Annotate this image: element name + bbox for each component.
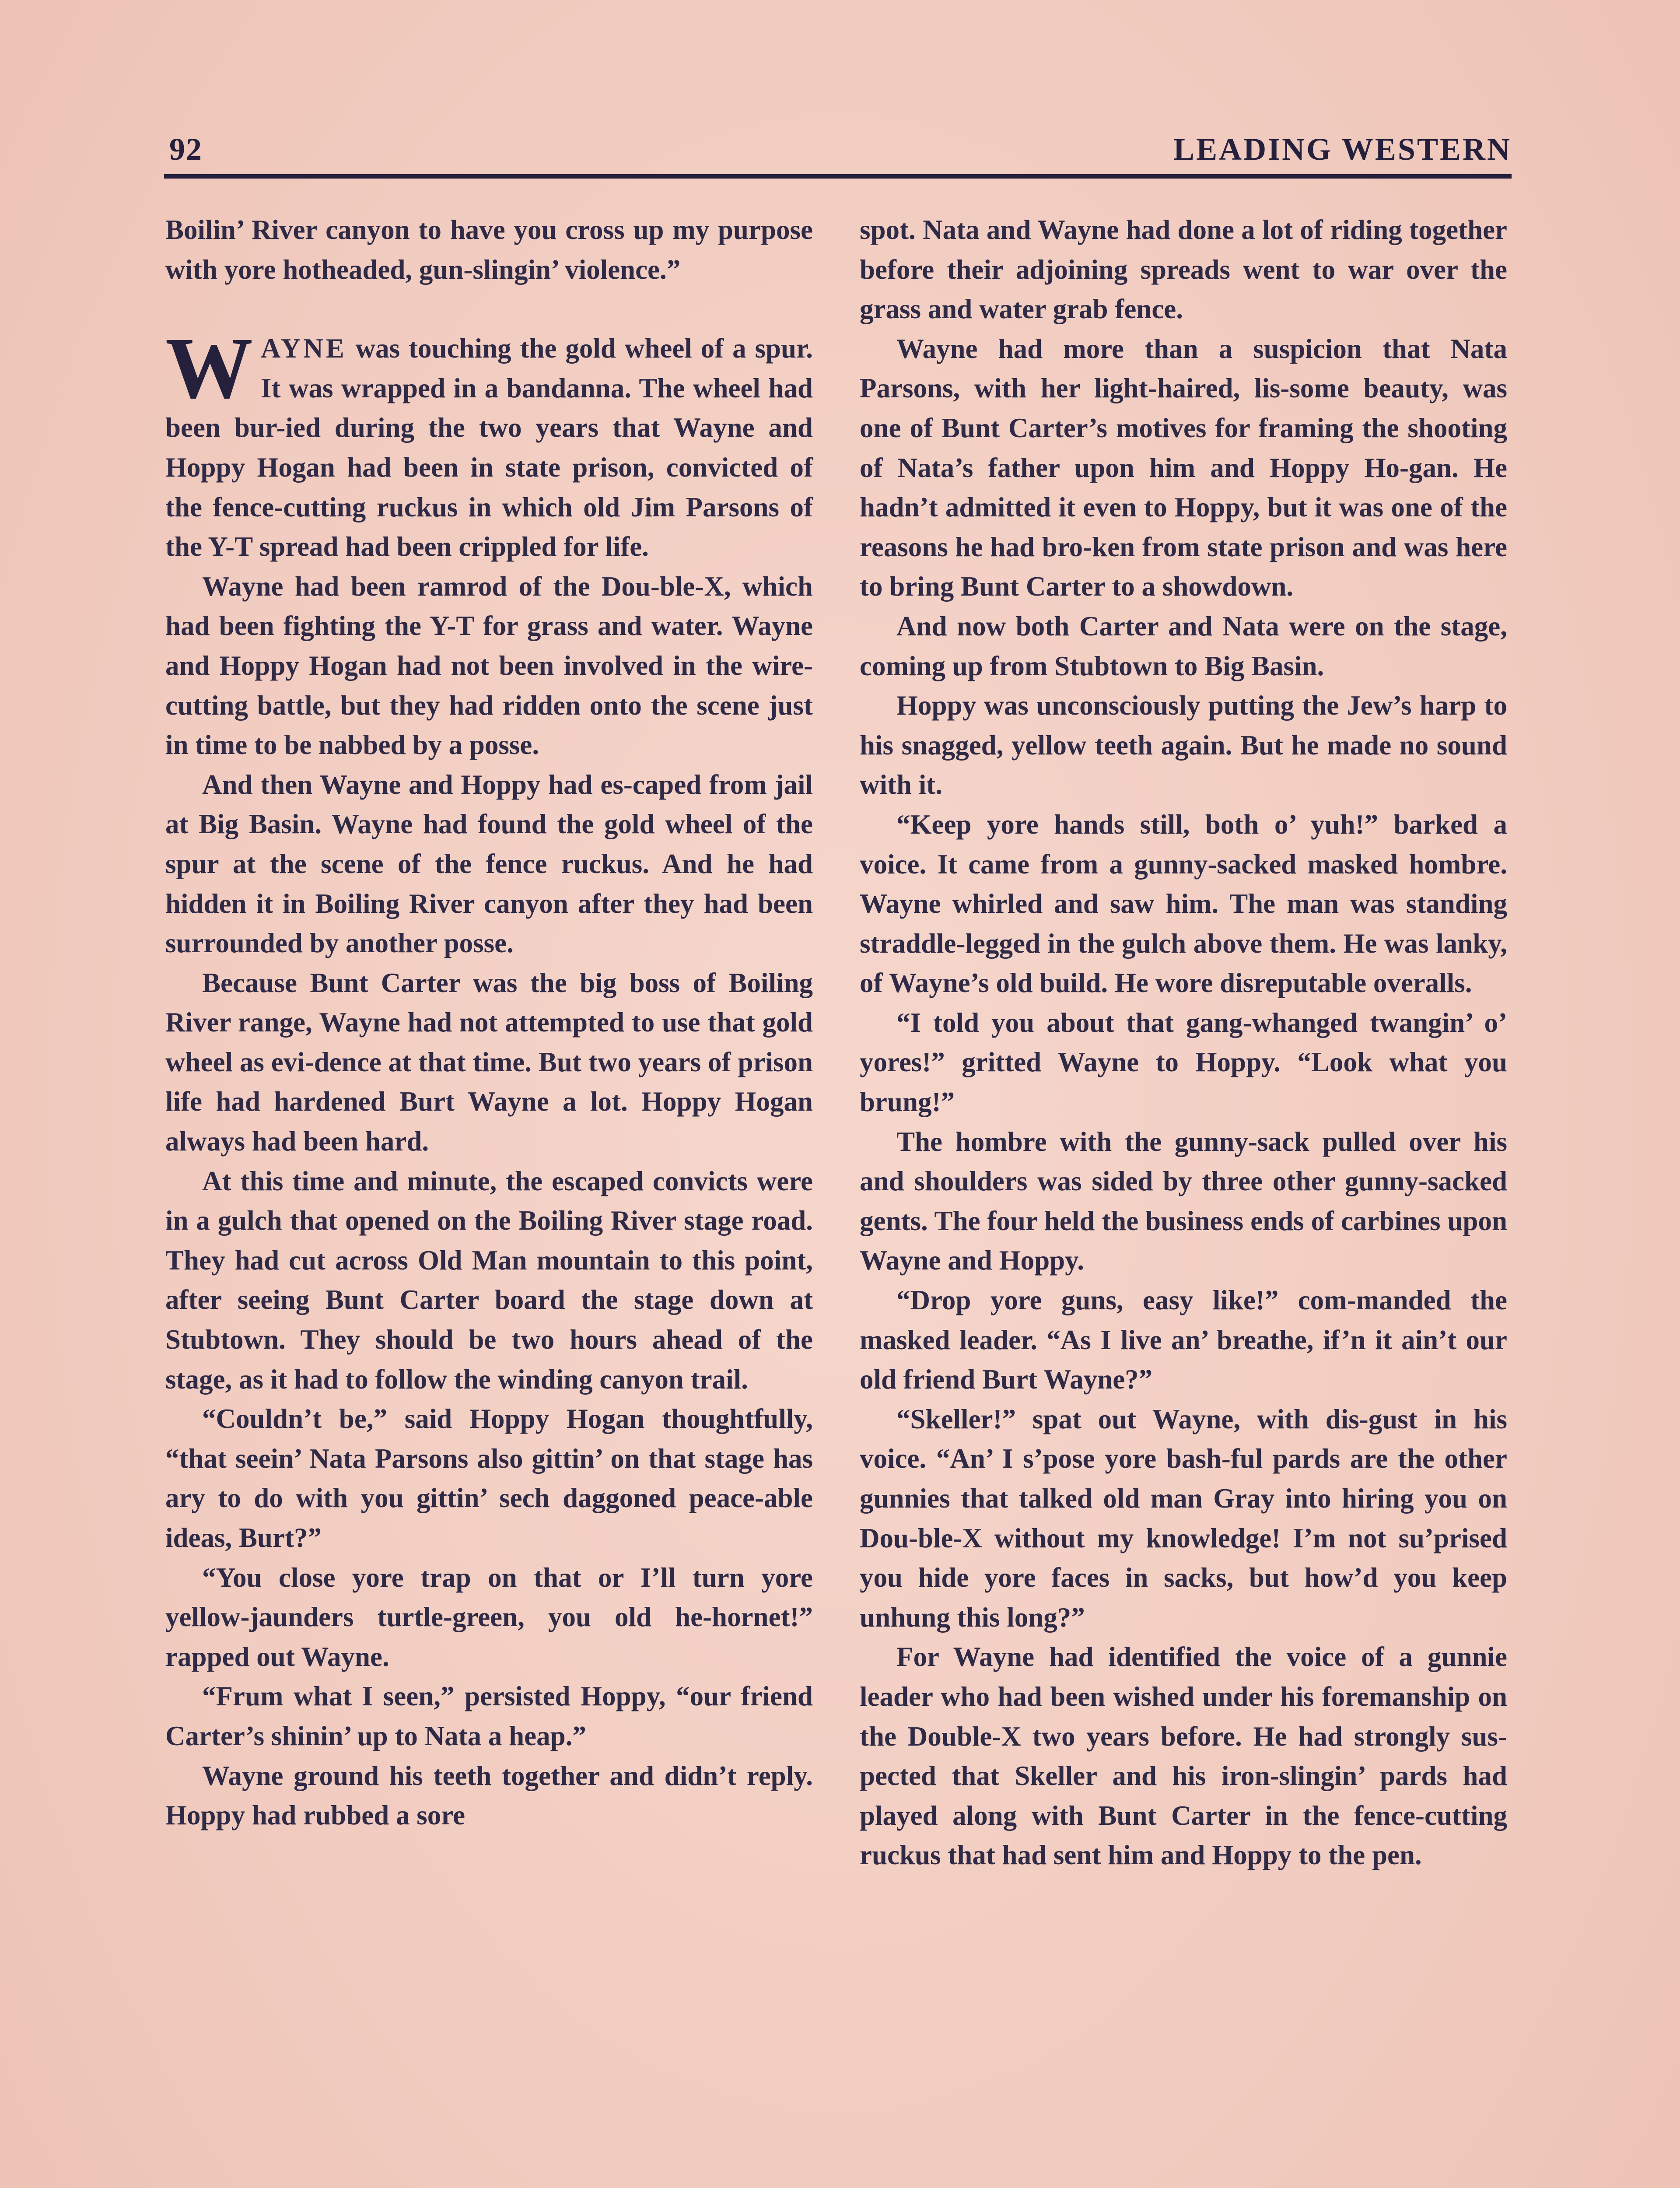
paragraph: Boilin’ River canyon to have you cross up my purpose with yore hotheaded, gun-slingin’ violence.” (165, 214, 813, 285)
paragraph: “Drop yore guns, easy like!” com-manded the masked leader. “As I live an’ breathe, if’n it ain’t our old friend Burt Wayne?” (860, 1285, 1507, 1395)
paragraph: “Keep yore hands still, both o’ yuh!” barked a voice. It came from a gunny-sacked masked hombre. Wayne whirled and saw him. The man was standing straddle-legged in the gulch above them. He was lanky, of Wayne’s old build. He wore disreputable overalls. (860, 809, 1507, 999)
running-title: LEADING WESTERN (1173, 132, 1512, 167)
paragraph: For Wayne had identified the voice of a gunnie leader who had been wished under his foremanship on the Double-X two years before. He had strongly sus-pected that Skeller and his iron-slingin’ pards had played along with Bunt Carter in the fence-cutting ruckus that had sent him and Hoppy to the pen. (860, 1641, 1507, 1871)
paragraph: Wayne had more than a suspicion that Nata Parsons, with her light-haired, lis-some beauty, was one of Bunt Carter’s motives for framing the shooting of Nata’s father upon him and Hoppy Ho-gan. He hadn’t admitted it even to Hoppy, but it was one of the reasons he had bro-ken from state prison and was here to bring Bunt Carter to a showdown. (860, 333, 1507, 602)
paragraph: “You close yore trap on that or I’ll turn yore yellow-jaunders turtle-green, you old he-hornet!” rapped out Wayne. (165, 1562, 813, 1672)
paragraph: And then Wayne and Hoppy had es-caped from jail at Big Basin. Wayne had found the gold wheel of the spur at the scene of the fence ruckus. And he had hidden it in Boiling River canyon after they had been surrounded by another posse. (165, 769, 813, 959)
paragraph: And now both Carter and Nata were on the stage, coming up from Stubtown to Big Basin. (860, 610, 1507, 681)
paragraph: Hoppy was unconsciously putting the Jew’s harp to his snagged, yellow teeth again. But he made no sound with it. (860, 690, 1507, 800)
paragraph: At this time and minute, the escaped convicts were in a gulch that opened on the Boiling River stage road. They had cut across Old Man mountain to this point, after seeing Bunt Carter board the stage down at Stubtown. They should be two hours ahead of the stage, as it had to follow the winding canyon trail. (165, 1165, 813, 1395)
paragraph: “Couldn’t be,” said Hoppy Hogan thoughtfully, “that seein’ Nata Parsons also gittin’ on that stage has ary to do with you gittin’ sech daggoned peace-able ideas, Burt?” (165, 1403, 813, 1553)
right-column (860, 210, 1507, 1875)
dropcap-paragraph (165, 320, 813, 567)
drop-cap: W (165, 320, 253, 417)
paragraph: “Frum what I seen,” persisted Hoppy, “our friend Carter’s shinin’ up to Nata a heap.” (165, 1681, 813, 1751)
paragraph: Wayne ground his teeth together and didn’t reply. Hoppy had rubbed a sore (165, 1760, 813, 1831)
left-column (165, 210, 813, 1835)
paragraph: The hombre with the gunny-sack pulled over his and shoulders was sided by three other gunny-sacked gents. The four held the business ends of carbines upon Wayne and Hoppy. (860, 1126, 1507, 1276)
page-number: 92 (169, 132, 203, 167)
header-rule (164, 174, 1512, 179)
lead-in-word: AYNE (261, 333, 347, 364)
paragraph-text: was touching the gold wheel of a spur. It was wrapped in a bandanna. The wheel had been bur-ied during the two years that Wayne and Hoppy Hogan had been in state prison, convicted of the fence-cutting ruckus in which old Jim Parsons of the Y-T spread had been crippled for life. (165, 333, 813, 562)
paragraph: Wayne had been ramrod of the Dou-ble-X, which had been fighting the Y-T for grass and water. Wayne and Hoppy Hogan had not been involved in the wire-cutting battle, but they had ridden onto the scene just in time to be nabbed by a posse. (165, 571, 813, 761)
paragraph: “I told you about that gang-whanged twangin’ o’ yores!” gritted Wayne to Hoppy. “Look what you brung!” (860, 1007, 1507, 1118)
paragraph: Because Bunt Carter was the big boss of Boiling River range, Wayne had not attempted to use that gold wheel as evi-dence at that time. But two years of prison life had hardened Burt Wayne a lot. Hoppy Hogan always had been hard. (165, 967, 813, 1157)
paragraph: spot. Nata and Wayne had done a lot of riding together before their adjoining spreads went to war over the grass and water grab fence. (860, 214, 1507, 325)
paragraph: “Skeller!” spat out Wayne, with dis-gust in his voice. “An’ I s’pose yore bash-ful pards are the other gunnies that talked old man Gray into hiring you on Dou-ble-X without my knowledge! I’m not su’prised you hide yore faces in sacks, but how’d you keep unhung this long?” (860, 1403, 1507, 1633)
page-header (164, 131, 1512, 179)
